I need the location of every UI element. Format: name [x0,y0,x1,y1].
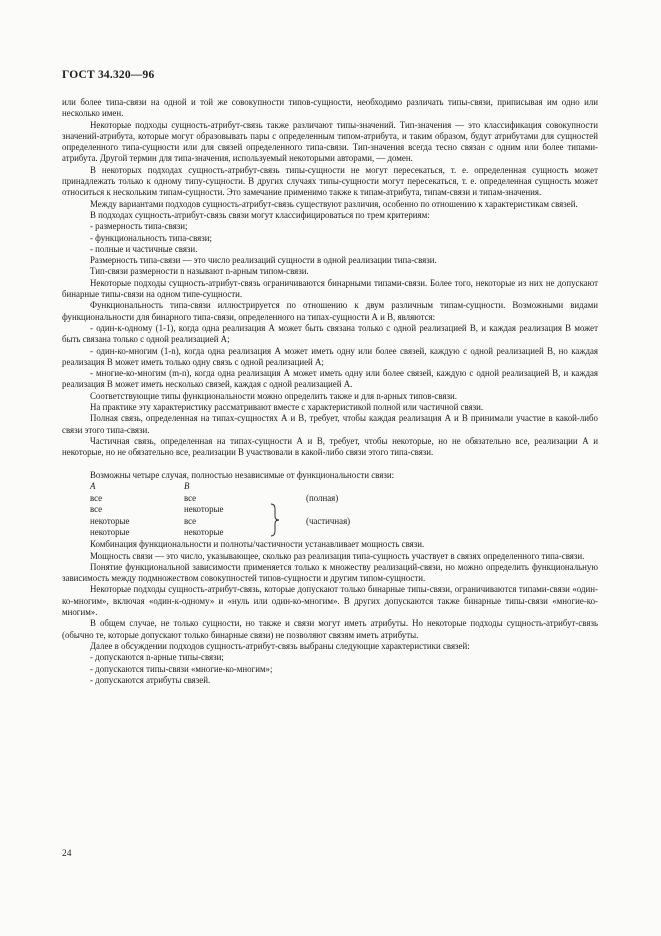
row-2-b: некоторые [184,504,224,515]
row-1-note: (полная) [306,492,339,503]
paragraph: В некоторых подходах сущность-атрибут-связь типы-сущности не могут пересекаться, т. е. определенная сущность может принадлежать только к одному типу-сущности. В других случаях типы-сущности могут пересекаться, т. е. определенная сущность может относиться к нескольким типам-сущности. Это замечание применимо также к типам-атрибута, типам-связи и типам-значения. [62,164,598,198]
list-item: - допускаются типы-связи «многие-ко-многим»; [90,663,273,674]
list-item: - допускаются n-арные типы-связи; [90,652,224,663]
paragraph: Мощность связи — это число, указывающее, сколько раз реализация типа-сущность участвует в связях определенного типа-связи. [90,550,585,561]
page-header-title: ГОСТ 34.320—96 [62,69,155,81]
list-item: - допускаются атрибуты связей. [90,674,211,685]
paragraph: Соответствующие типы функциональности можно определить также и для n-арных типов-связи. [90,390,457,401]
paragraph: Далее в обсуждении подходов сущность-атрибут-связь выбраны следующие характеристики связей: [90,640,470,651]
paragraph: В общем случае, не только сущности, но также и связи могут иметь атрибуты. Но некоторые подходы сущность-атрибут-связь (обычно те, которые допускают только бинарные связи) не позволяют связям иметь атрибуты. [62,618,598,640]
paragraph: или более типа-связи на одной и той же совокупности типов-сущности, необходимо различать типы-связи, приписывая им одно или несколько имен. [62,97,598,119]
paragraph: Тип-связи размерности n называют n-арным типом-связи. [90,266,309,277]
row-3-a: некоторые [90,515,130,526]
section-after-table [62,539,598,686]
row-4-a: некоторые [90,527,130,538]
paragraph: Полная связь, определенная на типах-сущностях А и В, требует, чтобы каждая реализация А и В принимали участие в какой-либо связи этого типа-связи. [62,413,598,435]
list-item: - функциональность типа-связи; [90,232,212,243]
paragraph: Понятие функциональной зависимости применяется только к множеству реализаций-связи, но можно определить функциональную зависимость между подмножеством совокупностей типов-сущности и другим типом-сущности. [62,561,598,584]
paragraph: - один-ко-многим (1-n), когда одна реализация А может иметь одну или более связей, каждую с одной реализацией В, но каждая реализация В может иметь только одну связь с одной реализацией А; [62,345,598,367]
paragraph: В подходах сущность-атрибут-связь связи могут классифицироваться по трем критериям: [90,209,430,220]
paragraph: Некоторые подходы сущность-атрибут-связь ограничиваются бинарными типами-связи. Более того, некоторые из них не допускают бинарные типы-связи на одном типе-сущности. [62,277,598,300]
list-item: - полные и частичные связи. [90,243,198,254]
paragraph: Некоторые подходы сущность-атрибут-связь, которые допускают только бинарные типы-связи, ограничиваются типами-связи «один-ко-многим», включая «один-к-одному» и «нуль или один-ко-многим». В других допускаются также бинарные типы-связи «многие-ко-многим». [62,584,598,618]
paragraph: Некоторые подходы сущность-атрибут-связь также различают типы-значений. Тип-значения — это классификация совокупности значений-атрибута, которые могут образовывать пары с определенным типом-атрибута, и таким образом, будут атрибутами для сущностей определенного типа-сущности или для связей определенного типа-связи. Тип-значения всегда тесно связан с одним или более типами-атрибута. Другой термин для типа-значения, используемый некоторыми авторами, — домен. [62,119,598,164]
page-body [62,97,598,686]
row-4-b: некоторые [184,527,224,538]
row-3-b: все [184,515,197,526]
right-brace-icon [270,503,280,537]
paragraph: Размерность типа-связи — это число реализаций сущности в одной реализации типа-связи. [90,255,437,266]
page-number: 24 [62,849,72,859]
row-1-a: все [90,492,103,503]
cases-intro: Возможны четыре случая, полностью независимые от функциональности связи: [90,470,395,480]
row-1-b: все [184,492,197,503]
row-3-note: (частичная) [306,515,351,526]
row-2-a: все [90,504,103,515]
paragraph: - один-к-одному (1-1), когда одна реализация А может быть связана только с одной реализацией В, и каждая реализация В может быть связана только с одной реализацией А; [62,322,598,345]
paragraph: Частичная связь, определенная на типах-сущности А и В, требует, чтобы некоторые, но не обязательно все, реализации А и некоторые, но не обязательно все, реализации В участвовали в какой-либо связи этого типа-связи. [62,435,598,458]
paragraph: Комбинация функциональности и полноты/частичности устанавливает мощность связи. [90,539,425,550]
paragraph: Между вариантами подходов сущность-атрибут-связь существуют различия, особенно по отношению к характеристикам связей. [90,198,578,209]
cases-table [90,481,598,539]
paragraph: Функциональность типа-связи иллюстрируется по отношению к двум различным типам-сущности. Возможными видами функциональности для бинарного типа-связи, определенного на типах-сущности А и В, являются: [62,300,598,322]
column-b-header: В [184,481,190,492]
paragraph: - многие-ко-многим (m-n), когда одна реализация А может иметь одну или более связей, каждую с одной реализацией В, и каждая реализация В может иметь несколько связей, каждая с одной реализацией А. [62,368,598,390]
column-a-header: А [90,481,96,492]
paragraph: На практике эту характеристику рассматривают вместе с характеристикой полной или частичной связи. [90,402,484,413]
section-before-table [62,97,598,459]
list-item: - размерность типа-связи; [90,221,188,232]
